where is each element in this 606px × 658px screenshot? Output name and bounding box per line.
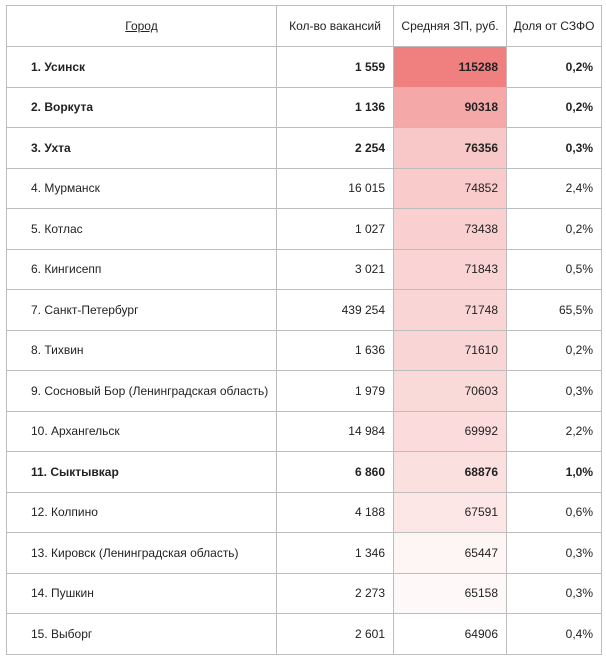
cell-salary: 70603 [394,371,507,412]
cell-salary: 71748 [394,290,507,331]
cell-city: 8. Тихвин [7,330,277,371]
cell-vacancies: 1 027 [277,209,394,250]
cell-share: 0,2% [507,209,602,250]
cell-share: 0,2% [507,47,602,88]
cell-share: 0,4% [507,614,602,655]
cell-share: 2,4% [507,168,602,209]
cell-share: 0,6% [507,492,602,533]
cell-city: 7. Санкт-Петербург [7,290,277,331]
cell-salary: 76356 [394,128,507,169]
cell-salary: 68876 [394,452,507,493]
cell-city: 4. Мурманск [7,168,277,209]
table-row [7,573,602,614]
table-row [7,492,602,533]
cell-salary: 69992 [394,411,507,452]
cell-share: 0,2% [507,330,602,371]
cell-city: 12. Колпино [7,492,277,533]
cell-salary: 90318 [394,87,507,128]
cell-salary: 115288 [394,47,507,88]
cell-vacancies: 14 984 [277,411,394,452]
salary-table-container [6,5,601,655]
cell-share: 0,3% [507,128,602,169]
cell-vacancies: 6 860 [277,452,394,493]
table-row [7,87,602,128]
cell-city: 14. Пушкин [7,573,277,614]
table-row [7,371,602,412]
header-share: Доля от СЗФО [507,6,602,47]
cell-vacancies: 1 136 [277,87,394,128]
table-row [7,47,602,88]
cell-vacancies: 1 979 [277,371,394,412]
cell-city: 2. Воркута [7,87,277,128]
cell-salary: 65447 [394,533,507,574]
cell-city: 6. Кингисепп [7,249,277,290]
cell-share: 0,3% [507,533,602,574]
table-row [7,411,602,452]
cell-salary: 71610 [394,330,507,371]
table-row [7,452,602,493]
cell-vacancies: 2 273 [277,573,394,614]
cell-city: 15. Выборг [7,614,277,655]
table-row [7,533,602,574]
cell-share: 65,5% [507,290,602,331]
cell-vacancies: 1 636 [277,330,394,371]
cell-vacancies: 439 254 [277,290,394,331]
cell-salary: 67591 [394,492,507,533]
cell-vacancies: 3 021 [277,249,394,290]
cell-salary: 65158 [394,573,507,614]
cell-share: 2,2% [507,411,602,452]
table-header-row [7,6,602,47]
cell-share: 0,2% [507,87,602,128]
table-row [7,209,602,250]
table-body [7,47,602,655]
cell-vacancies: 4 188 [277,492,394,533]
cell-salary: 74852 [394,168,507,209]
cell-city: 1. Усинск [7,47,277,88]
cell-share: 1,0% [507,452,602,493]
cell-vacancies: 1 559 [277,47,394,88]
table-row [7,128,602,169]
cell-city: 13. Кировск (Ленинградская область) [7,533,277,574]
cell-share: 0,3% [507,371,602,412]
cell-share: 0,3% [507,573,602,614]
cell-city: 10. Архангельск [7,411,277,452]
header-salary: Средняя ЗП, руб. [394,6,507,47]
cell-salary: 71843 [394,249,507,290]
table-row [7,330,602,371]
header-city[interactable]: Город [7,6,277,47]
table-row [7,290,602,331]
cell-city: 5. Котлас [7,209,277,250]
table-row [7,614,602,655]
salary-table [6,5,602,655]
cell-vacancies: 2 601 [277,614,394,655]
cell-vacancies: 2 254 [277,128,394,169]
table-row [7,249,602,290]
header-vacancies: Кол-во вакансий [277,6,394,47]
cell-city: 3. Ухта [7,128,277,169]
cell-salary: 64906 [394,614,507,655]
cell-vacancies: 1 346 [277,533,394,574]
table-row [7,168,602,209]
cell-city: 9. Сосновый Бор (Ленинградская область) [7,371,277,412]
cell-vacancies: 16 015 [277,168,394,209]
cell-city: 11. Сыктывкар [7,452,277,493]
cell-share: 0,5% [507,249,602,290]
cell-salary: 73438 [394,209,507,250]
